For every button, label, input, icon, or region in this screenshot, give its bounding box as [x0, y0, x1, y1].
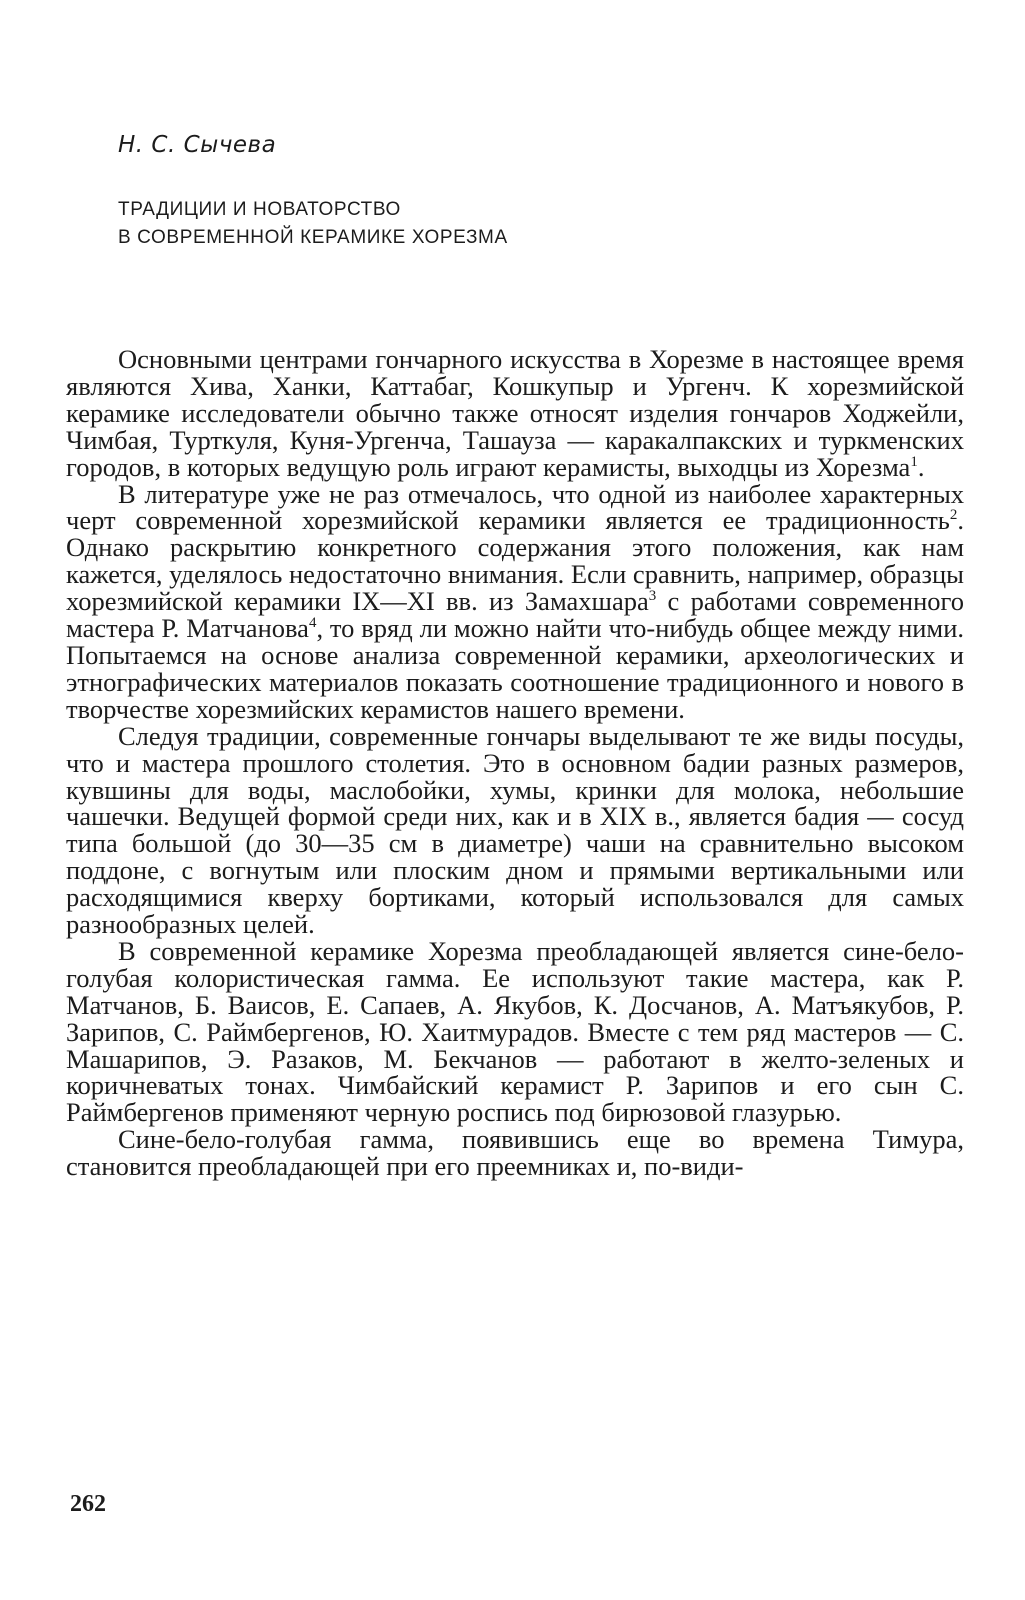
footnote-ref: 1: [910, 453, 918, 470]
paragraph-text: с работами современного мастера Р. Матчанова: [66, 586, 964, 644]
article-title-line-2: В СОВРЕМЕННОЙ КЕРАМИКЕ ХОРЕЗМА: [118, 227, 508, 248]
article-title-line-1: ТРАДИЦИИ И НОВАТОРСТВО: [118, 199, 401, 220]
paragraph-4: В современной керамике Хорезма преобладающей является сине-бело-голубая колористическая гамма. Ее используют такие мастера, как Р. Матчанов, Б. Ваисов, Е. Сапаев, А. Якубов, К. Досчанов, А. Матъякубов, Р. Зарипов, С. Раймбергенов, Ю. Хаитмурадов. Вместе с тем ряд мастеров — С. Машарипов, Э. Разаков, М. Бекчанов — работают в желто-зеленых и коричневатых тонах. Чимбайский керамист Р. Зарипов и его сын С. Раймбергенов применяют черную роспись под бирюзовой глазурью.: [66, 935, 964, 1128]
page-number: 262: [70, 1491, 106, 1517]
paragraph-text: Основными центрами гончарного искусства в Хорезме в настоящее время являются Хива, Ханки, Каттабаг, Кошкупыр и Ургенч. К хорезмийской керамике исследователи обычно также относят изделия гончаров Ходжейли, Чимбая, Турткуля, Куня-Ургенча, Ташауза — каракалпакских и туркменских городов, в которых ведущую роль играют керамисты, выходцы из Хорезма: [66, 344, 964, 482]
paragraph-1: [66, 346, 964, 481]
article-title: [118, 196, 508, 252]
footnote-ref: 2: [949, 507, 958, 524]
article-body: [66, 346, 964, 1180]
paragraph-5: Сине-бело-голубая гамма, появившись еще во времена Тимура, становится преобладающей при его преемниках и, по-види-: [66, 1124, 964, 1182]
footnote-ref: 4: [308, 615, 317, 632]
paragraph-text: . Однако раскрытию конкретного содержания этого положения, как нам кажется, уделялось недостаточно внимания. Если сравнить, например, образцы хорезмийской керамики IX—XI вв. из Замахшара: [66, 505, 964, 617]
paragraph-text: , то вряд ли можно найти что-нибудь общее между ними. Попытаемся на основе анализа современной керамики, археологических и этнографических материалов показать соотношение традиционного и нового в творчестве хорезмийских керамистов нашего времени.: [66, 613, 965, 724]
paragraph-3: Следуя традиции, современные гончары выделывают те же виды посуды, что и мастера прошлого столетия. Это в основном бадии разных размеров, кувшины для воды, маслобойки, хумы, кринки для молока, небольшие чашечки. Ведущей формой среди них, как и в XIX в., является бадия — сосуд типа большой (до 30—35 см в диаметре) чаши на сравнительно высоком поддоне, с вогнутым или плоским дном и прямыми вертикальными или расходящимися кверху бортиками, который использовался для самых разнообразных целей.: [66, 720, 964, 940]
footnote-ref: 3: [648, 588, 657, 605]
paragraph-text: .: [917, 451, 925, 482]
paragraph-2: [66, 478, 965, 724]
author-name: Н. С. Сычева: [118, 132, 277, 158]
paragraph-text: В литературе уже не раз отмечалось, что одной из наиболее характерных черт современной хорезмийской керамики является ее традиционность: [66, 478, 964, 536]
